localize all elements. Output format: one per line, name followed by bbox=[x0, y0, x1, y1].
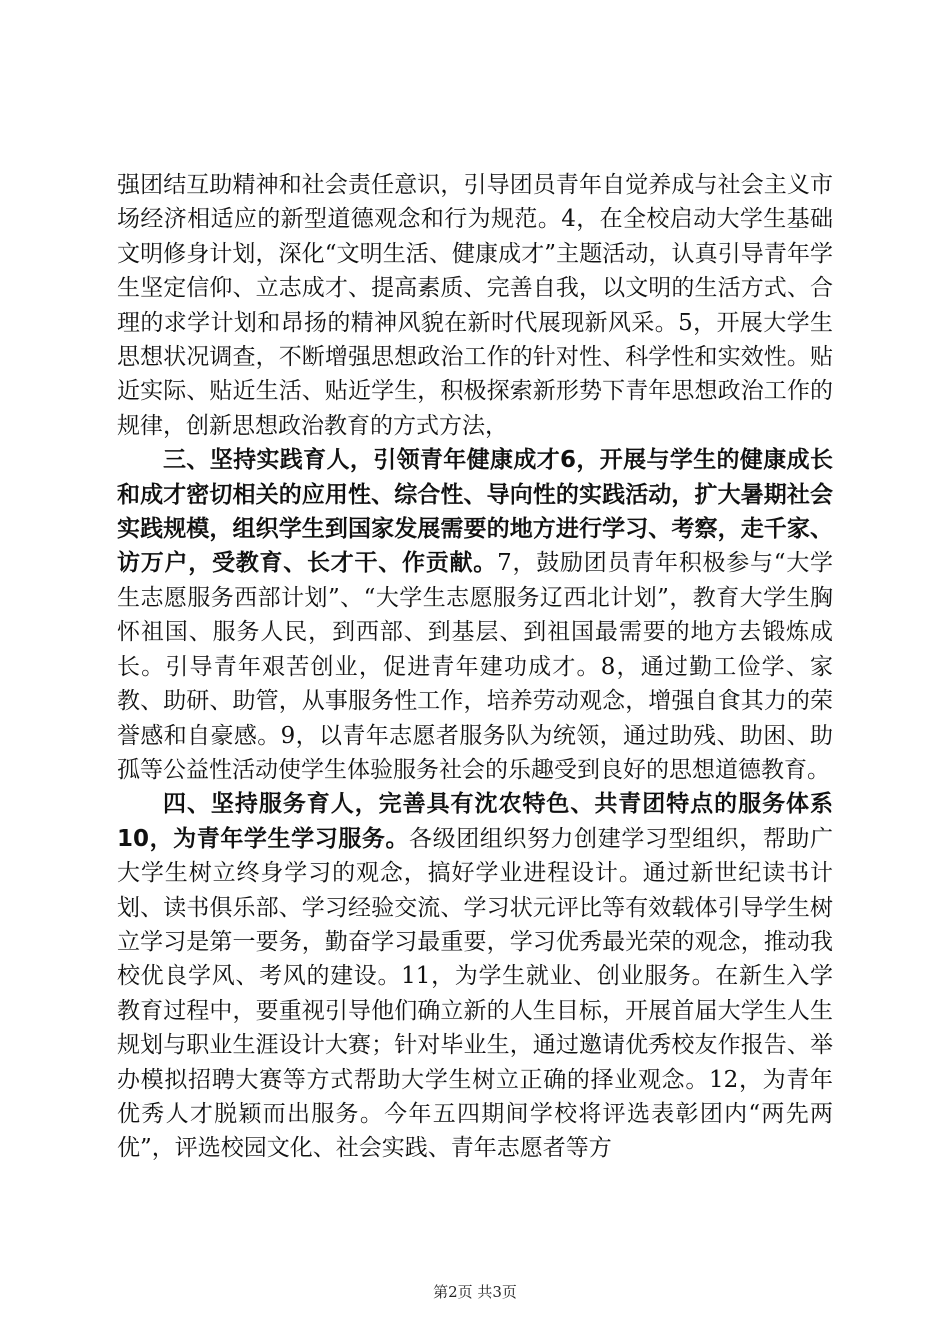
paragraph-3 bbox=[117, 787, 833, 1165]
paragraph-3-heading: 四、坚持服务育人，完善具有沈农特色、共青团特点的服务体系10，为青年学生学习服务。 bbox=[117, 791, 833, 852]
paragraph-3-text: 各级团组织努力创建学习型组织，帮助广大学生树立终身学习的观念，搞好学业进程设计。通过新世纪读书计划、读书俱乐部、学习经验交流、学习状元评比等有效载体引导学生树立学习是第一要务，勤奋学习最重要，学习优秀最光荣的观念，推动我校优良学风、考风的建设。11，为学生就业、创业服务。在新生入学教育过程中，要重视引导他们确立新的人生目标，开展首届大学生人生规划与职业生涯设计大赛；针对毕业生，通过邀请优秀校友作报告、举办模拟招聘大赛等方式帮助大学生树立正确的择业观念。12，为青年优秀人才脱颖而出服务。今年五四期间学校将评选表彰团内“两先两优”，评选校园文化、社会实践、青年志愿者等方 bbox=[117, 825, 834, 1162]
paragraph-1-text: 强团结互助精神和社会责任意识，引导团员青年自觉养成与社会主义市场经济相适应的新型道德观念和行为规范。4，在全校启动大学生基础文明修身计划，深化“文明生活、健康成才”主题活动，认真引导青年学生坚定信仰、立志成才、提高素质、完善自我，以文明的生活方式、合理的求学计划和昂扬的精神风貌在新时代展现新风采。5，开展大学生思想状况调查，不断增强思想政治工作的针对性、科学性和实效性。贴近实际、贴近生活、贴近学生，积极探索新形势下青年思想政治工作的规律，创新思想政治教育的方式方法， bbox=[117, 172, 833, 439]
paragraph-2-heading: 三、坚持实践育人，引领青年健康成才6，开展与学生的健康成长和成才密切相关的应用性、综合性、导向性的实践活动，扩大暑期社会实践规模，组织学生到国家发展需要的地方进行学习、考察，走千家、访万户，受教育、长才干、作贡献。 bbox=[117, 447, 833, 577]
document-body bbox=[117, 168, 833, 1166]
paragraph-2 bbox=[117, 443, 833, 787]
paragraph-2-text: 7，鼓励团员青年积极参与“大学生志愿服务西部计划”、“大学生志愿服务辽西北计划”，教育大学生胸怀祖国、服务人民，到西部、到基层、到祖国最需要的地方去锻炼成长。引导青年艰苦创业，促进青年建功成才。8，通过勤工俭学、家教、助研、助管，从事服务性工作，培养劳动观念，增强自食其力的荣誉感和自豪感。9，以青年志愿者服务队为统领，通过助残、助困、助孤等公益性活动使学生体验服务社会的乐趣受到良好的思想道德教育。 bbox=[117, 550, 833, 783]
page-footer bbox=[0, 1281, 950, 1302]
page-number: 第2页 共3页 bbox=[433, 1283, 517, 1301]
paragraph-1 bbox=[117, 168, 833, 443]
